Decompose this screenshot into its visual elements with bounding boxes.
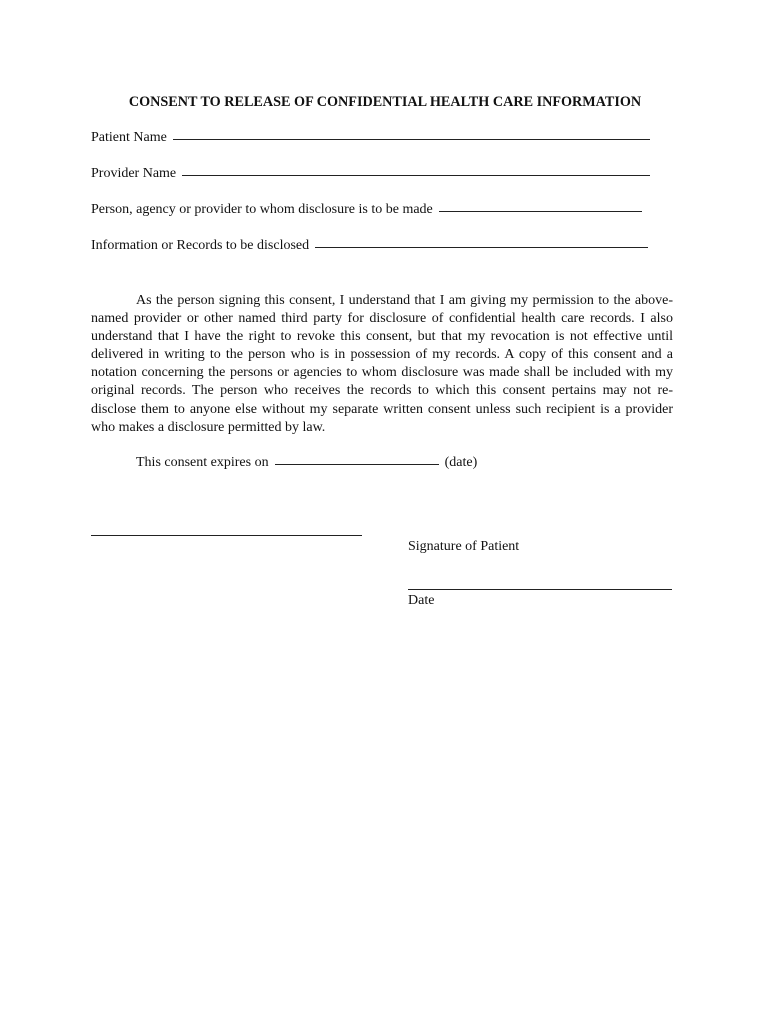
disclosure-recipient-label: Person, agency or provider to whom disclosure is to be made <box>91 202 433 217</box>
provider-name-field <box>91 166 650 182</box>
signature-label: Signature of Patient <box>408 539 520 554</box>
expiration-prefix: This consent expires on <box>136 455 269 470</box>
provider-name-blank[interactable] <box>182 174 650 176</box>
records-disclosed-field <box>91 238 648 254</box>
records-disclosed-blank[interactable] <box>315 246 648 248</box>
document-title: CONSENT TO RELEASE OF CONFIDENTIAL HEALTH CARE INFORMATION <box>128 94 642 110</box>
disclosure-recipient-field <box>91 202 642 218</box>
signature-line[interactable] <box>91 535 362 536</box>
patient-name-field <box>91 130 650 146</box>
patient-name-label: Patient Name <box>91 130 167 145</box>
records-disclosed-label: Information or Records to be disclosed <box>91 238 310 253</box>
date-label: Date <box>408 593 435 608</box>
expiration-date-blank[interactable] <box>275 464 439 465</box>
disclosure-recipient-blank[interactable] <box>439 210 642 212</box>
consent-paragraph: As the person signing this consent, I understand that I am giving my permission to the above-named provider or other named third party for disclosure of confidential health care records. I also understand that I have the right to revoke this consent, but that my revocation is not effective until delivered in writing to the person who is in possession of my records. A copy of this consent and a notation concerning the persons or agencies to whom disclosure was made shall be included with my original records. The person who receives the records to which this consent pertains may not re-disclose them to anyone else without my separate written consent unless such recipient is a provider who makes a disclosure permitted by law. <box>91 293 673 435</box>
expiration-row <box>136 455 477 471</box>
expiration-suffix: (date) <box>444 455 478 470</box>
date-line[interactable] <box>408 589 672 590</box>
patient-name-blank[interactable] <box>173 138 650 140</box>
provider-name-label: Provider Name <box>91 166 177 181</box>
